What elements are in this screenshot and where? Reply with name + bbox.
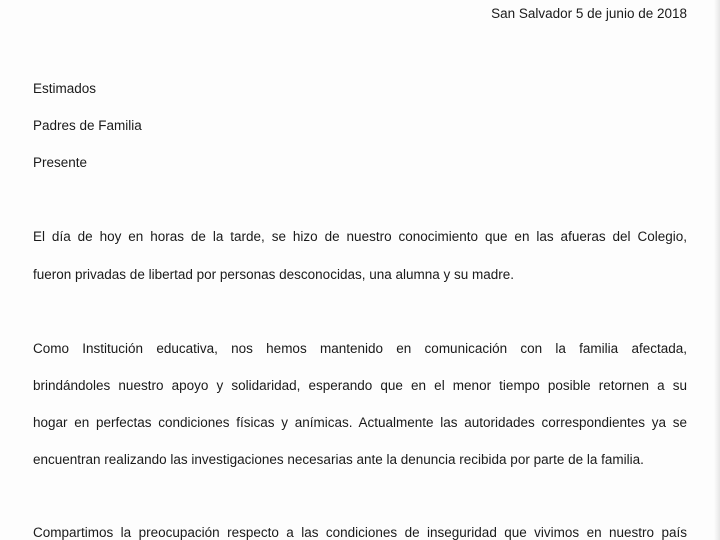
page-edge-shadow [714, 0, 720, 540]
paragraph-2-line-3: hogar en perfectas condiciones físicas y anímicas. Actualmente las autoridades correspondientes ya se [33, 415, 687, 430]
salutation-line-2: Padres de Familia [33, 118, 142, 133]
salutation-line-3: Presente [33, 155, 88, 170]
paragraph-1-line-1: El día de hoy en horas de la tarde, se hizo de nuestro conocimiento que en las afueras del Colegio, [33, 229, 687, 244]
date-line: San Salvador 5 de junio de 2018 [491, 6, 687, 21]
paragraph-1-line-2: fueron privadas de libertad por personas desconocidas, una alumna y su madre. [33, 267, 515, 282]
salutation-line-1: Estimados [33, 81, 97, 96]
paragraph-2-line-2: brindándoles nuestro apoyo y solidaridad, esperando que en el menor tiempo posible retornen a su [33, 378, 687, 393]
paragraph-2-line-1: Como Institución educativa, nos hemos mantenido en comunicación con la familia afectada, [33, 341, 687, 356]
paragraph-3-line-1: Compartimos la preocupación respecto a las condiciones de inseguridad que vivimos en nuestro país [33, 525, 687, 540]
paragraph-2-line-4: encuentran realizando las investigaciones necesarias ante la denuncia recibida por parte de la familia. [33, 452, 644, 467]
